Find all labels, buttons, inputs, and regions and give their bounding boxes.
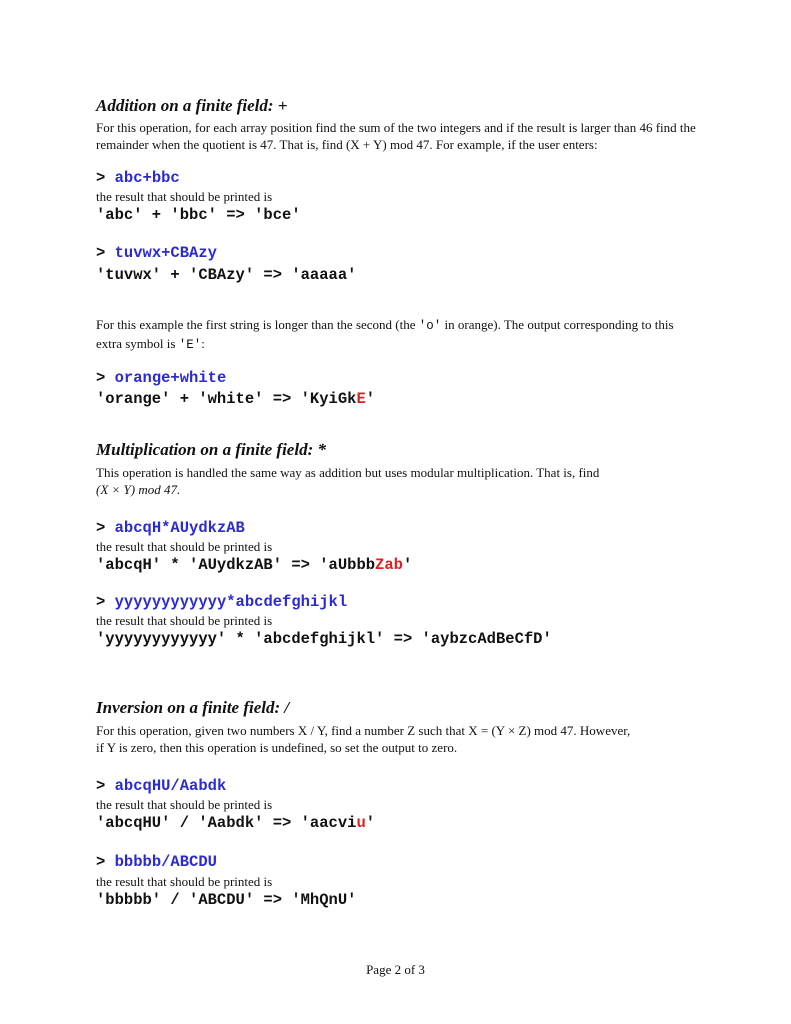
multiplication-example-2-command [96, 592, 696, 612]
note-text-end: : [201, 336, 205, 351]
addition-example-3-output [96, 389, 696, 409]
output-text: 'abcqHU' / 'Aabdk' => 'aacvi [96, 814, 357, 832]
prompt-symbol: > [96, 369, 106, 387]
addition-intro: For this operation, for each array position find the sum of the two integers and if the result is larger than 46 find the remainder when the quotient is 47. That is, find (X + Y) mod 47. For example, if the user enters: [96, 120, 696, 152]
addition-note [96, 316, 696, 354]
command-input: abcqH*AUydkzAB [114, 519, 245, 537]
multiplication-example-2-output: 'yyyyyyyyyyyy' * 'abcdefghijkl' => 'aybzcAdBeCfD' [96, 630, 552, 648]
multiplication-example-1-output [96, 555, 696, 575]
prompt-symbol: > [96, 853, 106, 871]
addition-example-1-output: 'abc' + 'bbc' => 'bce' [96, 206, 301, 224]
output-text-end: ' [365, 390, 376, 408]
inversion-example-1-label: the result that should be printed is [96, 797, 273, 812]
output-text: 'orange' + 'white' => 'KyiGk [96, 390, 357, 408]
prompt-symbol: > [96, 169, 106, 187]
output-text: 'abcqH' * 'AUydkzAB' => 'aUbbb [96, 556, 376, 574]
prompt-symbol: > [96, 519, 106, 537]
inversion-example-2-command [96, 852, 696, 872]
multiplication-intro: This operation is handled the same way as addition but uses modular multiplication. That is, find [96, 465, 600, 480]
multiplication-example-2-label: the result that should be printed is [96, 613, 273, 628]
addition-example-2-output: 'tuvwx' + 'CBAzy' => 'aaaaa' [96, 266, 357, 284]
inversion-example-1-output [96, 813, 696, 833]
command-input: yyyyyyyyyyyy*abcdefghijkl [114, 593, 348, 611]
command-input: abcqHU/Aabdk [114, 777, 227, 795]
addition-example-2-command [96, 243, 696, 263]
inversion-heading: Inversion on a finite field: / [96, 698, 290, 717]
note-code-orange-char: 'o' [418, 319, 442, 333]
command-input: tuvwx+CBAzy [114, 244, 217, 262]
note-text-start: For this example the first string is longer than the second (the [96, 317, 416, 332]
output-highlight: E [356, 390, 366, 408]
multiplication-formula: (X × Y) mod 47. [96, 482, 181, 497]
inversion-intro-line-2: if Y is zero, then this operation is undefined, so set the output to zero. [96, 740, 458, 755]
command-input: orange+white [114, 369, 227, 387]
multiplication-example-1-command [96, 518, 696, 538]
command-input: abc+bbc [114, 169, 180, 187]
note-text-middle: in orange). The output corresponding to this extra symbol is [96, 317, 674, 351]
inversion-example-1-command [96, 776, 696, 796]
prompt-symbol: > [96, 593, 106, 611]
prompt-symbol: > [96, 244, 106, 262]
command-input: bbbbb/ABCDU [114, 853, 217, 871]
prompt-symbol: > [96, 777, 106, 795]
note-code-extra-symbol: 'E' [178, 338, 202, 352]
addition-heading: Addition on a finite field: + [96, 96, 288, 115]
addition-example-1-command [96, 168, 696, 188]
output-text-end: ' [402, 556, 413, 574]
addition-example-3-command [96, 368, 696, 388]
inversion-example-2-output: 'bbbbb' / 'ABCDU' => 'MhQnU' [96, 891, 357, 909]
output-highlight: Zab [375, 556, 403, 574]
output-highlight: u [356, 814, 366, 832]
inversion-intro-line-1: For this operation, given two numbers X / Y, find a number Z such that X = (Y × Z) mod 47. However, [96, 723, 631, 738]
addition-example-1-label: the result that should be printed is [96, 189, 273, 204]
page-number: Page 2 of 3 [366, 962, 425, 977]
multiplication-heading: Multiplication on a finite field: * [96, 440, 326, 459]
output-text-end: ' [365, 814, 376, 832]
multiplication-example-1-label: the result that should be printed is [96, 539, 273, 554]
inversion-example-2-label: the result that should be printed is [96, 874, 273, 889]
